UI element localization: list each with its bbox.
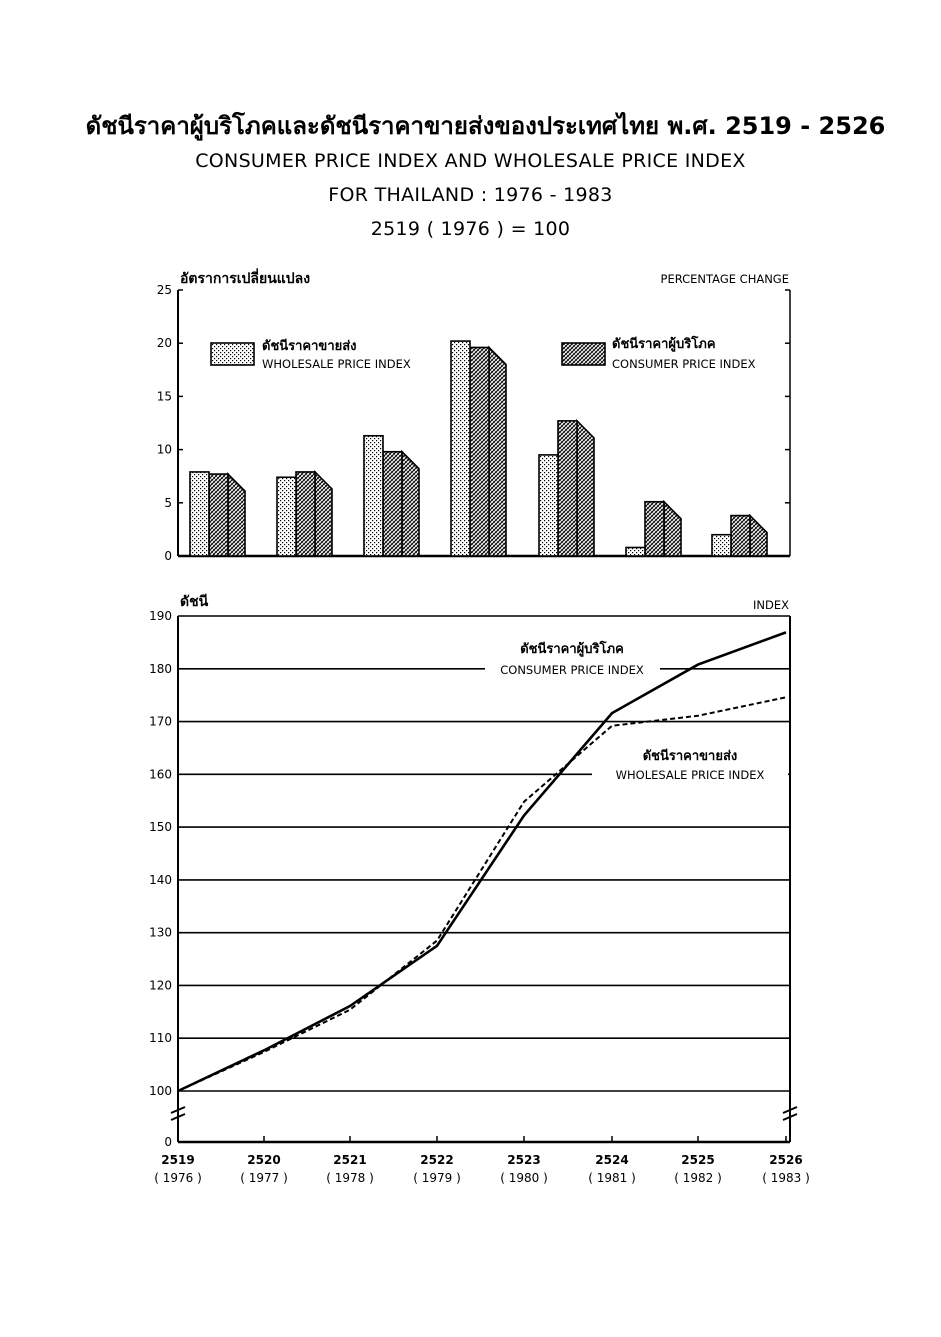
line-x-tick-sublabel: ( 1983 ) — [762, 1171, 810, 1185]
line-y-tick-label: 140 — [149, 872, 172, 887]
line-x-tick-sublabel: ( 1981 ) — [588, 1171, 636, 1185]
line-y-tick-label: 160 — [149, 767, 172, 782]
line-y-tick-label-zero: 0 — [164, 1135, 172, 1149]
consumer-bar-shade — [664, 502, 681, 556]
line-y-label-en: INDEX — [753, 598, 789, 612]
line-x-tick-sublabel: ( 1980 ) — [500, 1171, 548, 1185]
wholesale-bar — [712, 535, 731, 556]
bar-chart — [157, 268, 790, 563]
legend-wholesale-thai: ดัชนีราคาขายส่ง — [262, 339, 357, 354]
consumer-bar-shade — [489, 347, 506, 556]
consumer-bar-shade — [577, 421, 594, 556]
line-x-tick-sublabel: ( 1982 ) — [674, 1171, 722, 1185]
line-y-tick-label: 100 — [149, 1084, 172, 1098]
legend-consumer-swatch — [562, 343, 605, 365]
consumer-bar — [470, 347, 489, 556]
cpi-label-thai: ดัชนีราคาผู้บริโภค — [520, 642, 624, 657]
line-x-tick-label: 2524 — [595, 1153, 629, 1167]
legend-wholesale-swatch — [211, 343, 254, 365]
line-y-tick-label: 180 — [149, 661, 172, 676]
consumer-bar — [731, 516, 750, 556]
title-thai: ดัชนีราคาผู้บริโภคและดัชนีราคาขายส่งของประเทศไทย พ.ศ. 2519 - 2526 — [85, 112, 886, 140]
consumer-bar-shade — [228, 474, 245, 556]
title-line-2: FOR THAILAND : 1976 - 1983 — [328, 184, 613, 206]
consumer-bar — [209, 474, 228, 556]
bar-y-label-en: PERCENTAGE CHANGE — [660, 272, 789, 286]
bar-y-tick-label: 10 — [156, 442, 172, 457]
line-x-tick-sublabel: ( 1979 ) — [413, 1171, 461, 1185]
consumer-bar — [383, 452, 402, 556]
line-y-tick-label: 120 — [149, 978, 172, 993]
line-x-tick-sublabel: ( 1977 ) — [240, 1171, 288, 1185]
line-y-tick-label: 130 — [149, 925, 172, 940]
bar-y-tick-label: 0 — [164, 549, 172, 563]
title-line-1: CONSUMER PRICE INDEX AND WHOLESALE PRICE INDEX — [195, 150, 746, 172]
wholesale-bar — [539, 455, 558, 556]
consumer-bar — [558, 421, 577, 556]
consumer-bar-shade — [750, 516, 767, 556]
consumer-bar-shade — [315, 472, 332, 556]
bar-y-label-thai: อัตราการเปลี่ยนแปลง — [180, 271, 311, 287]
wpi-label-thai: ดัชนีราคาขายส่ง — [642, 749, 738, 764]
bar-y-tick-label: 15 — [156, 389, 172, 404]
bar-y-tick-label: 25 — [156, 283, 172, 297]
line-x-tick-label: 2526 — [769, 1153, 803, 1167]
wholesale-bar — [190, 472, 209, 556]
legend-wholesale-en: WHOLESALE PRICE INDEX — [262, 357, 411, 371]
legend-consumer-en: CONSUMER PRICE INDEX — [612, 357, 756, 371]
consumer-price-line — [178, 632, 786, 1091]
line-y-tick-label: 150 — [149, 820, 172, 835]
consumer-bar — [296, 472, 315, 556]
title-line-3: 2519 ( 1976 ) = 100 — [370, 218, 571, 240]
wholesale-bar — [451, 341, 470, 556]
line-y-tick-label: 170 — [149, 714, 172, 729]
consumer-bar — [645, 502, 664, 556]
line-y-label-thai: ดัชนี — [180, 594, 209, 610]
wholesale-bar — [626, 547, 645, 556]
bar-y-tick-label: 20 — [156, 336, 172, 351]
line-x-tick-sublabel: ( 1978 ) — [326, 1171, 374, 1185]
consumer-bar-shade — [402, 452, 419, 556]
line-y-tick-label: 110 — [149, 1031, 172, 1046]
line-x-tick-label: 2520 — [247, 1153, 281, 1167]
line-x-tick-label: 2525 — [681, 1153, 715, 1167]
bar-y-tick-label: 5 — [164, 495, 172, 510]
wholesale-bar — [364, 436, 383, 556]
line-x-tick-label: 2519 — [161, 1153, 195, 1167]
line-x-tick-sublabel: ( 1976 ) — [154, 1171, 202, 1185]
line-y-tick-label: 190 — [149, 609, 172, 623]
legend-consumer-thai: ดัชนีราคาผู้บริโภค — [612, 337, 716, 352]
line-x-tick-label: 2523 — [507, 1153, 541, 1167]
cpi-label-en: CONSUMER PRICE INDEX — [500, 663, 644, 677]
line-x-tick-label: 2521 — [333, 1153, 367, 1167]
wpi-label-en: WHOLESALE PRICE INDEX — [615, 768, 765, 782]
line-chart — [149, 594, 810, 1185]
line-x-tick-label: 2522 — [420, 1153, 454, 1167]
wholesale-bar — [277, 477, 296, 556]
